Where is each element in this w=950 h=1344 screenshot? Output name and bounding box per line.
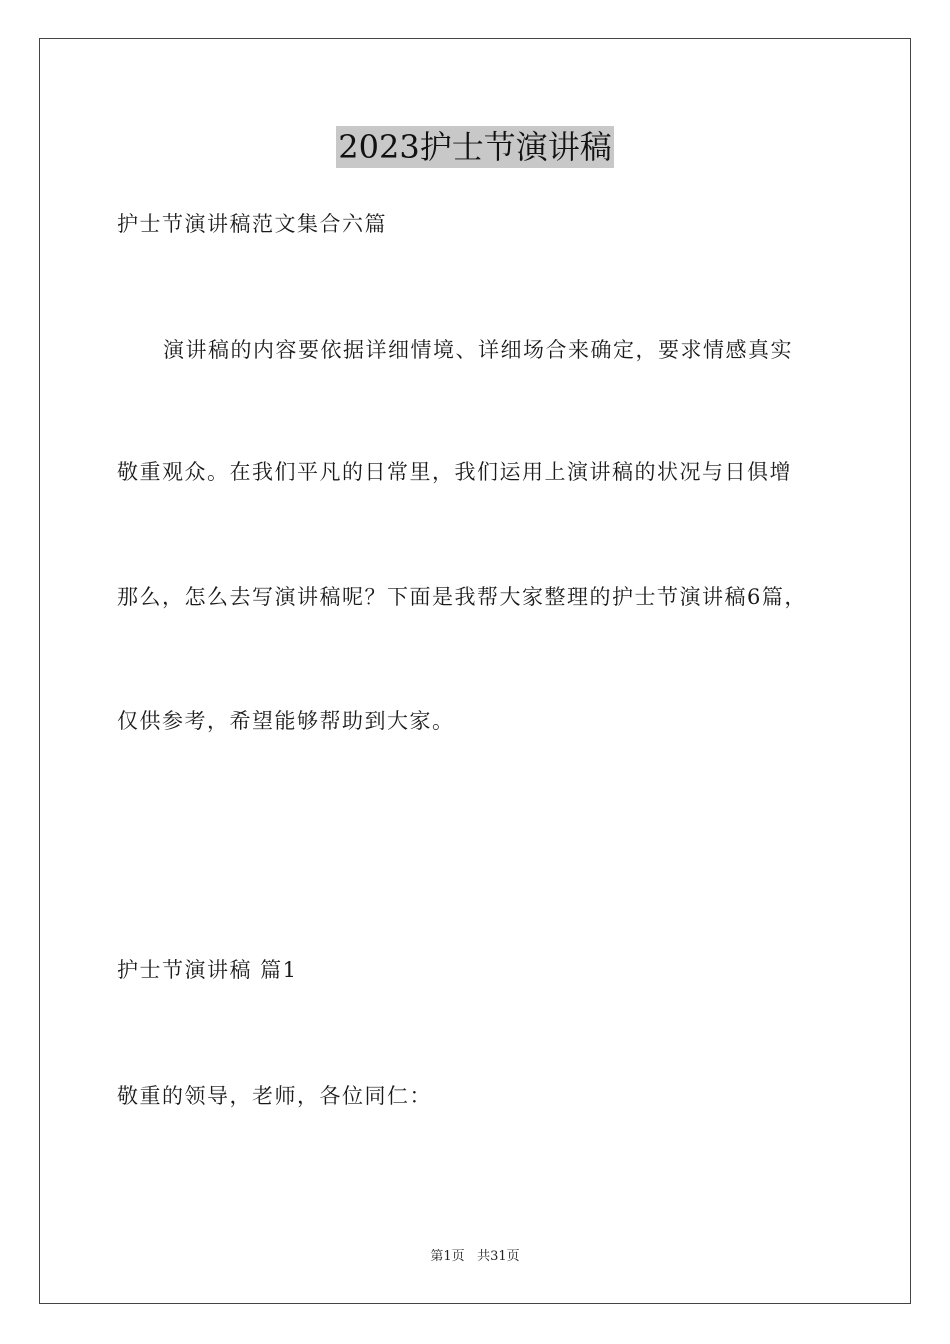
document-subtitle: 护士节演讲稿范文集合六篇 [117, 212, 387, 236]
intro-line-2: 敬重观众。在我们平凡的日常里，我们运用上演讲稿的状况与日俱增 [117, 460, 792, 484]
intro-line-3: 那么，怎么去写演讲稿呢？下面是我帮大家整理的护士节演讲稿6篇， [117, 585, 807, 609]
title-container [0, 126, 950, 168]
section-heading: 护士节演讲稿 篇1 [117, 958, 298, 982]
intro-line-4: 仅供参考，希望能够帮助到大家。 [117, 709, 455, 733]
document-title: 2023护士节演讲稿 [338, 128, 612, 166]
salutation: 敬重的领导，老师，各位同仁： [117, 1084, 432, 1108]
page-number: 第1页 [430, 1249, 465, 1264]
page-total: 共31页 [477, 1249, 520, 1264]
page-footer [0, 1248, 950, 1266]
intro-line-1: 演讲稿的内容要依据详细情境、详细场合来确定，要求情感真实 [163, 338, 793, 362]
